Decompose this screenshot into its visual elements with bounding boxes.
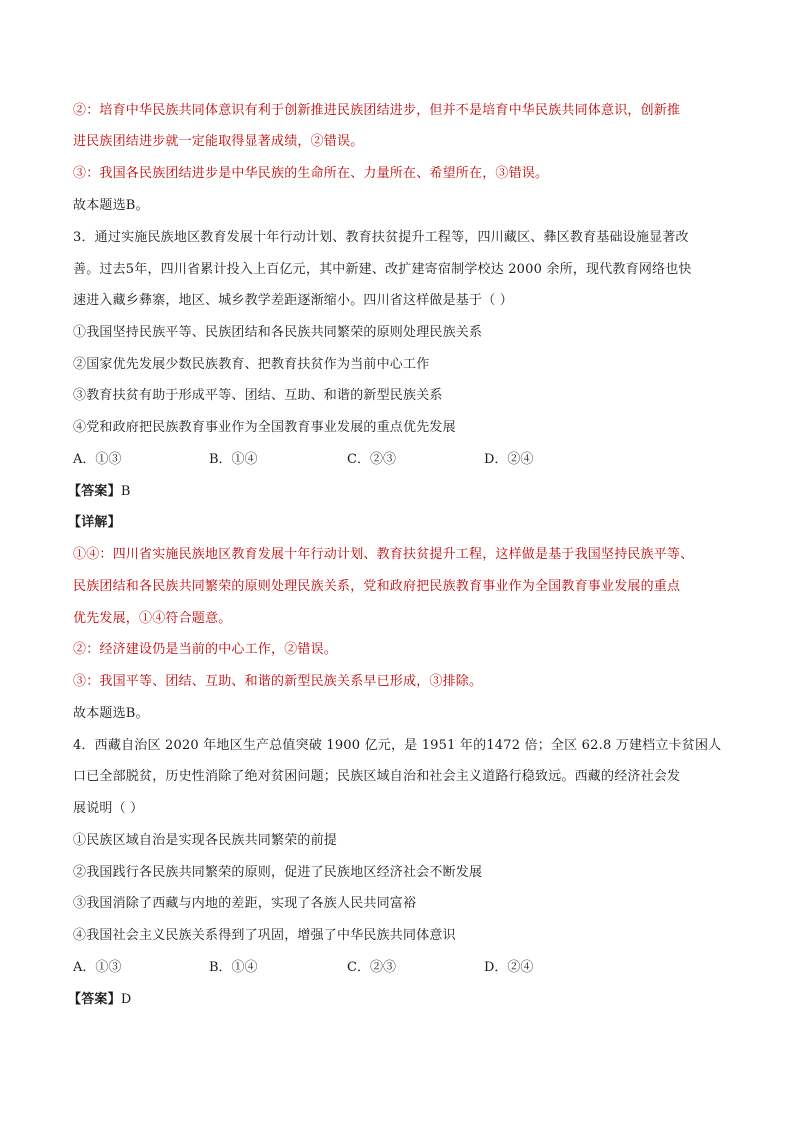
q4-options	[73, 959, 733, 977]
q3-option-a: A．①③	[73, 452, 122, 467]
q3-explanation-line-1: ①④：四川省实施民族地区教育发展十年行动计划、教育扶贫提升工程，这样做是基于我国坚持民族平等、	[73, 547, 694, 562]
q4-option-c: C．②③	[347, 960, 396, 975]
q3-explanation-line-5: ③：我国平等、团结、互助、和谐的新型民族关系早已形成，③排除。	[73, 674, 483, 689]
q3-options	[73, 451, 733, 469]
q4-option-d: D．②④	[484, 960, 534, 975]
q4-statement-4: ④我国社会主义民族关系得到了巩固，增强了中华民族共同体意识	[73, 928, 456, 943]
q3-option-c: C．②③	[347, 452, 396, 467]
q3-option-b: B．①④	[209, 452, 258, 467]
q3-option-d: D．②④	[484, 452, 534, 467]
q3-statement-2: ②国家优先发展少数民族教育、把教育扶贫作为当前中心工作	[73, 357, 430, 372]
q4-stem-line-1: 4．西藏自治区 2020 年地区生产总值突破 1900 亿元，是 1951 年的1472 倍；全区 62.8 万建档立卡贫困人	[73, 738, 722, 753]
prev-explanation-line-2: 进民族团结进步就一定能取得显著成绩，②错误。	[73, 134, 364, 149]
q3-conclusion: 故本题选B。	[73, 706, 149, 721]
q3-answer-label: 【答案】	[68, 484, 121, 499]
q4-stem-line-2: 口已全部脱贫，历史性消除了绝对贫困问题；民族区域自治和社会主义道路行稳致远。西藏的经济社会发	[73, 769, 681, 784]
q4-answer-label: 【答案】	[68, 992, 121, 1007]
q3-explanation-line-4: ②：经济建设仍是当前的中心工作，②错误。	[73, 642, 338, 657]
q3-statement-4: ④党和政府把民族教育事业作为全国教育事业发展的重点优先发展	[73, 420, 456, 435]
q4-statement-1: ①民族区域自治是实现各民族共同繁荣的前提	[73, 833, 338, 848]
q3-statement-3: ③教育扶贫有助于形成平等、团结、互助、和谐的新型民族关系	[73, 388, 443, 403]
q4-answer-value: D	[120, 992, 132, 1007]
q4-option-b: B．①④	[209, 960, 258, 975]
q4-stem-line-3: 展说明（ ）	[73, 801, 144, 816]
q3-answer	[68, 483, 734, 501]
q3-answer-value: B	[120, 484, 131, 499]
q4-statement-3: ③我国消除了西藏与内地的差距，实现了各族人民共同富裕	[73, 896, 417, 911]
q3-explanation-line-2: 民族团结和各民族共同繁荣的原则处理民族关系，党和政府把民族教育事业作为全国教育事业发展的重点	[73, 579, 681, 594]
q4-statement-2: ②我国践行各民族共同繁荣的原则，促进了民族地区经济社会不断发展	[73, 865, 483, 880]
prev-explanation-line-1: ②：培育中华民族共同体意识有利于创新推进民族团结进步，但并不是培育中华民族共同体意识，创新推	[73, 103, 681, 118]
q3-detail-label: 【详解】	[68, 515, 121, 530]
q3-explanation-line-3: 优先发展，①④符合题意。	[73, 611, 232, 626]
q4-option-a: A．①③	[73, 960, 122, 975]
q3-stem-line-3: 速进入藏乡彝寨，地区、城乡教学差距逐渐缩小。四川省这样做是基于（ ）	[73, 293, 513, 308]
q3-stem-line-2: 善。过去5年，四川省累计投入上百亿元，其中新建、改扩建寄宿制学校达 2000 余所，现代教育网络也快	[73, 262, 692, 277]
prev-conclusion: 故本题选B。	[73, 198, 149, 213]
q3-stem-line-1: 3．通过实施民族地区教育发展十年行动计划、教育扶贫提升工程等，四川藏区、彝区教育基础设施显著改	[73, 230, 689, 245]
q3-statement-1: ①我国坚持民族平等、民族团结和各民族共同繁荣的原则处理民族关系	[73, 325, 483, 340]
prev-explanation-line-3: ③：我国各民族团结进步是中华民族的生命所在、力量所在、希望所在，③错误。	[73, 166, 549, 181]
q4-answer	[68, 991, 734, 1009]
